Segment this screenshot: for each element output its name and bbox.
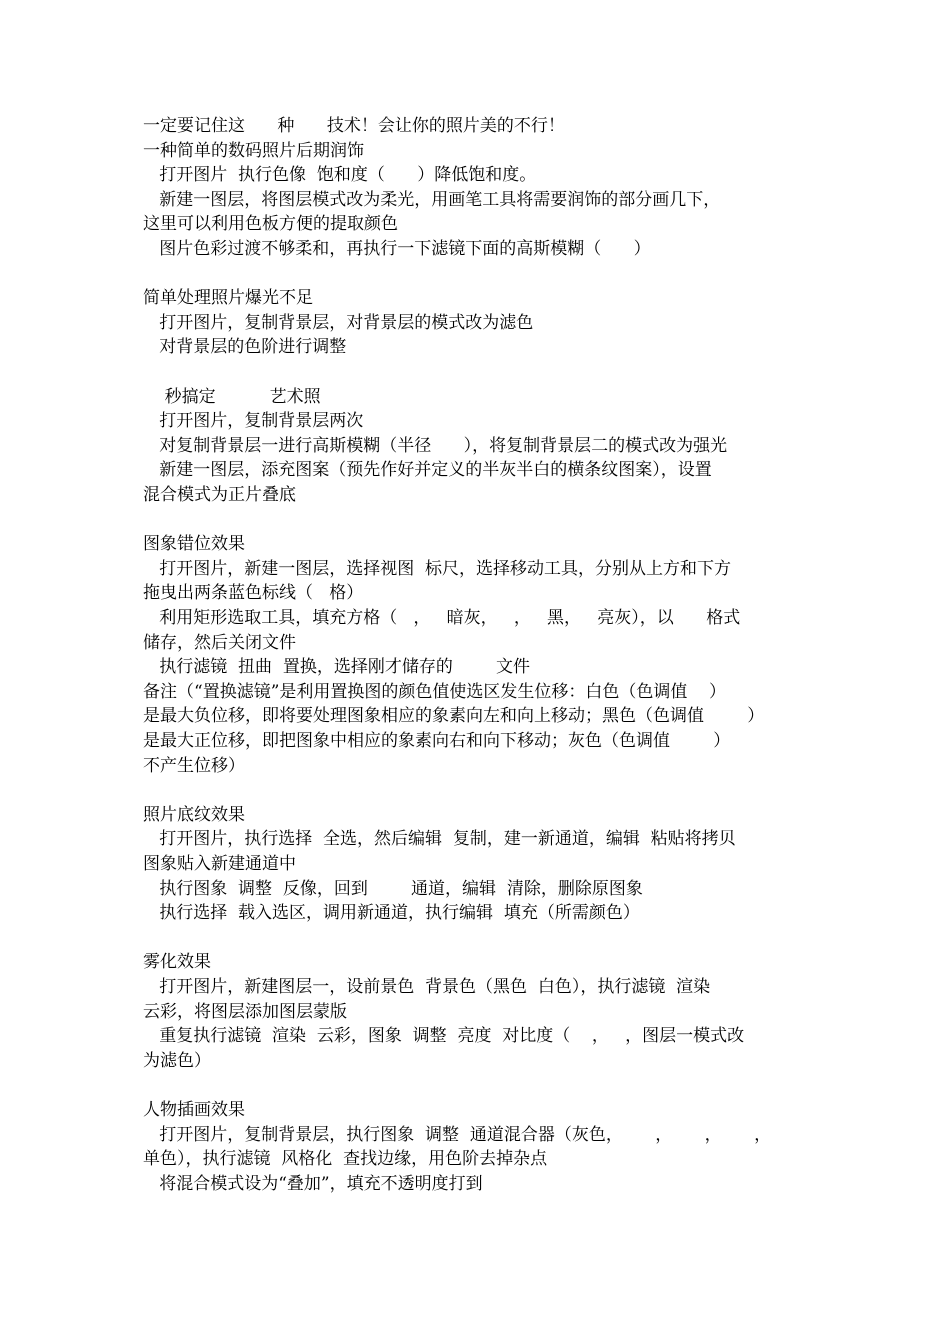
text-line: 雾化效果 (143, 952, 211, 972)
text-line (143, 926, 811, 950)
text-line: 人物插画效果 (143, 1100, 245, 1120)
text-line: 单色），执行滤镜 风格化 查找边缘，用色阶去掉杂点 (143, 1149, 548, 1169)
text-line: 图片色彩过渡不够柔和，再执行一下滤镜下面的高斯模糊（ ） (143, 239, 651, 259)
text-line: 照片底纹效果 (143, 805, 245, 825)
text-line: 一种简单的数码照片后期润饰 (143, 141, 364, 161)
text-line: 打开图片，执行选择 全选，然后编辑 复制，建一新通道，编辑 粘贴将拷贝 (143, 829, 736, 849)
text-line: 简单处理照片爆光不足 (143, 288, 313, 308)
text-line (143, 508, 811, 532)
text-line (143, 1073, 811, 1097)
text-line: 混合模式为正片叠底 (143, 485, 296, 505)
text-line: 储存，然后关闭文件 (143, 633, 296, 653)
text-line: 图象错位效果 (143, 534, 245, 554)
text-line: 对背景层的色阶进行调整 (143, 337, 347, 357)
text-line: 图象贴入新建通道中 (143, 854, 296, 874)
text-line: 执行选择 载入选区，调用新通道，执行编辑 填充（所需颜色） (143, 903, 640, 923)
text-line: 拖曳出两条蓝色标线（ 格） (143, 583, 364, 603)
text-line: 打开图片，复制背景层，执行图象 调整 通道混合器（灰色， ， ， ， (143, 1125, 772, 1145)
text-line: 不产生位移） (143, 756, 245, 776)
text-line: 是最大负位移，即将要处理图象相应的象素向左和向上移动；黑色（色调值 ） (143, 706, 765, 726)
text-line: 重复执行滤镜 渲染 云彩，图象 调整 亮度 对比度（ ， ，图层一模式改 (143, 1026, 745, 1046)
text-line: 新建一图层，将图层模式改为柔光，用画笔工具将需要润饰的部分画几下， (143, 190, 721, 210)
text-line: 一定要记住这 种 技术！会让你的照片美的不行！ (143, 116, 565, 136)
text-line: 利用矩形选取工具，填充方格（ ， 暗灰， ， 黑， 亮灰），以 格式 (143, 608, 741, 628)
text-line: 将混合模式设为“叠加”，填充不透明度打到 (143, 1174, 483, 1194)
text-line: 打开图片，复制背景层两次 (143, 411, 364, 431)
text-line (143, 262, 811, 286)
text-line: 秒搞定 艺术照 (143, 387, 321, 407)
text-line: 打开图片，新建图层一，设前景色 背景色（黑色 白色），执行滤镜 渲染 (143, 977, 711, 997)
text-line: 新建一图层，添充图案（预先作好并定义的半灰半白的横条纹图案），设置 (143, 460, 712, 480)
text-line: 是最大正位移，即把图象中相应的象素向右和向下移动；灰色（色调值 ） (143, 731, 731, 751)
text-line: 备注（“置换滤镜”是利用置换图的颜色值使选区发生位移：白色（色调值 ） (143, 682, 726, 702)
text-line: 执行滤镜 扭曲 置换，选择刚才储存的 文件 (143, 657, 531, 677)
text-line: 打开图片，复制背景层，对背景层的模式改为滤色 (143, 313, 534, 333)
text-line: 为滤色） (143, 1051, 211, 1071)
text-line: 对复制背景层一进行高斯模糊（半径 ），将复制背景层二的模式改为强光 (143, 436, 728, 456)
text-line: 云彩，将图层添加图层蒙版 (143, 1002, 347, 1022)
text-line: 打开图片，新建一图层，选择视图 标尺，选择移动工具，分别从上方和下方 (143, 559, 732, 579)
text-line (143, 360, 811, 384)
text-line: 执行图象 调整 反像，回到 通道，编辑 清除，删除原图象 (143, 879, 643, 899)
text-line: 这里可以利用色板方便的提取颜色 (143, 214, 398, 234)
text-line (143, 778, 811, 802)
text-line: 打开图片 执行色像 饱和度（ ）降低饱和度。 (143, 165, 537, 185)
